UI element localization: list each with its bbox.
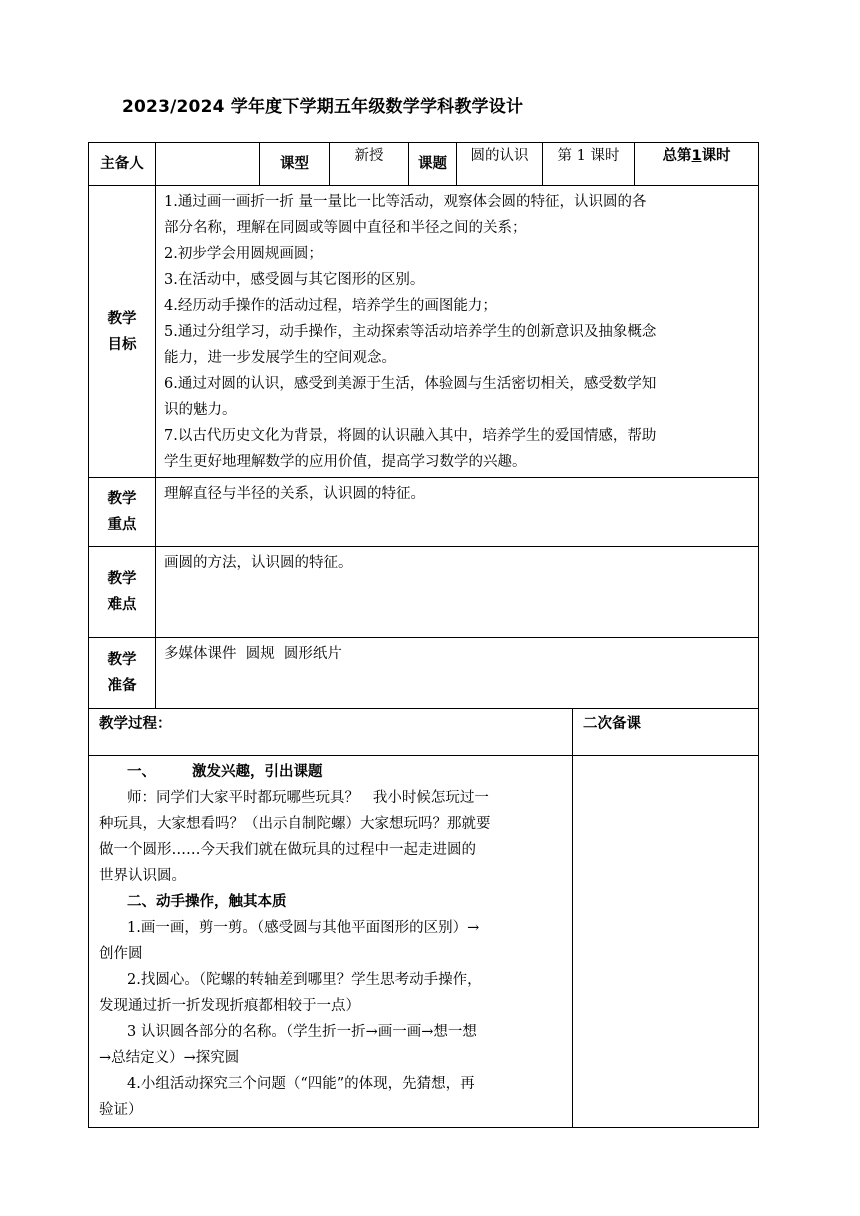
objective-line: 5.通过分组学习，动手操作，主动探索等活动培养学生的创新意识及抽象概念 [164,324,657,340]
process-line: 创作圆 [99,946,143,962]
process-line: 验证） [99,1102,143,1118]
header-row [89,143,759,186]
objective-line: 7.以古代历史文化为背景，将圆的认识融入其中，培养学生的爱国情感，帮助 [164,428,657,444]
preparation-text: 多媒体课件 圆规 圆形纸片 [156,638,759,709]
process-label: 教学过程： [89,709,573,756]
objectives-label: 教学 目标 [89,186,156,478]
objective-line: 能力，进一步发展学生的空间观念。 [164,350,396,366]
total-suffix: 课时 [701,148,731,164]
secondary-prep-label: 二次备课 [573,709,759,756]
topic-value: 圆的认识 [457,143,543,186]
objectives-text [156,186,759,478]
preparation-row [89,638,759,709]
process-header-row [89,709,759,756]
difficulties-label: 教学 难点 [89,547,156,638]
total-prefix: 总第 [662,148,692,164]
preparer-label: 主备人 [89,143,156,186]
difficulties-text: 画圆的方法，认识圆的特征。 [156,547,759,638]
secondary-prep-content [573,756,759,1128]
process-line: 1.画一画，剪一剪。（感受圆与其他平面图形的区别）→ [127,920,480,936]
document-title: 2023/2024 学年度下学期五年级数学学科教学设计 [122,97,524,117]
difficulties-row [89,547,759,638]
process-line: 世界认识圆。 [99,868,186,884]
section-2-heading: 二、动手操作，触其本质 [127,894,287,910]
topic-label: 课题 [409,143,457,186]
process-line: 种玩具，大家想看吗？（出示自制陀螺）大家想玩吗？那就要 [99,816,491,832]
process-line: 发现通过折一折发现折痕都相较于一点） [99,998,360,1014]
key-points-row [89,478,759,547]
objectives-row [89,186,759,478]
section-1-heading: 一、 激发兴趣，引出课题 [127,764,323,780]
total-lessons [635,143,759,186]
lesson-type-value: 新授 [330,143,409,186]
preparer-value [156,143,260,186]
objective-line: 1.通过画一画折一折 量一量比一比等活动，观察体会圆的特征，认识圆的各 [164,194,647,210]
objective-line: 3.在活动中，感受圆与其它图形的区别。 [164,272,425,288]
objective-line: 识的魅力。 [164,402,237,418]
total-number: 1 [691,148,702,164]
process-line: 3 认识圆各部分的名称。（学生折一折→画一画→想一想 [127,1024,477,1040]
process-line: 做一个圆形……今天我们就在做玩具的过程中一起走进圆的 [99,842,476,858]
process-line: 4.小组活动探究三个问题（“四能”的体现，先猜想，再 [127,1076,475,1092]
preparation-label: 教学 准备 [89,638,156,709]
lesson-number: 第 1 课时 [543,143,635,186]
process-line: 2.找圆心。（陀螺的转轴差到哪里？学生思考动手操作， [127,972,482,988]
lesson-plan-table [88,142,759,1128]
objective-line: 2.初步学会用圆规画圆； [164,246,323,262]
process-line: 师：同学们大家平时都玩哪些玩具？ 我小时候怎玩过一 [127,790,489,806]
key-points-text: 理解直径与半径的关系，认识圆的特征。 [156,478,759,547]
objective-line: 部分名称，理解在同圆或等圆中直径和半径之间的关系； [164,220,527,236]
lesson-type-label: 课型 [260,143,330,186]
process-line: →总结定义）→探究圆 [99,1050,240,1066]
objective-line: 4.经历动手操作的活动过程，培养学生的画图能力； [164,298,497,314]
process-body-row [89,756,759,1128]
objective-line: 学生更好地理解数学的应用价值，提高学习数学的兴趣。 [164,454,527,470]
process-content [89,756,573,1128]
key-points-label: 教学 重点 [89,478,156,547]
objective-line: 6.通过对圆的认识，感受到美源于生活，体验圆与生活密切相关，感受数学知 [164,376,657,392]
